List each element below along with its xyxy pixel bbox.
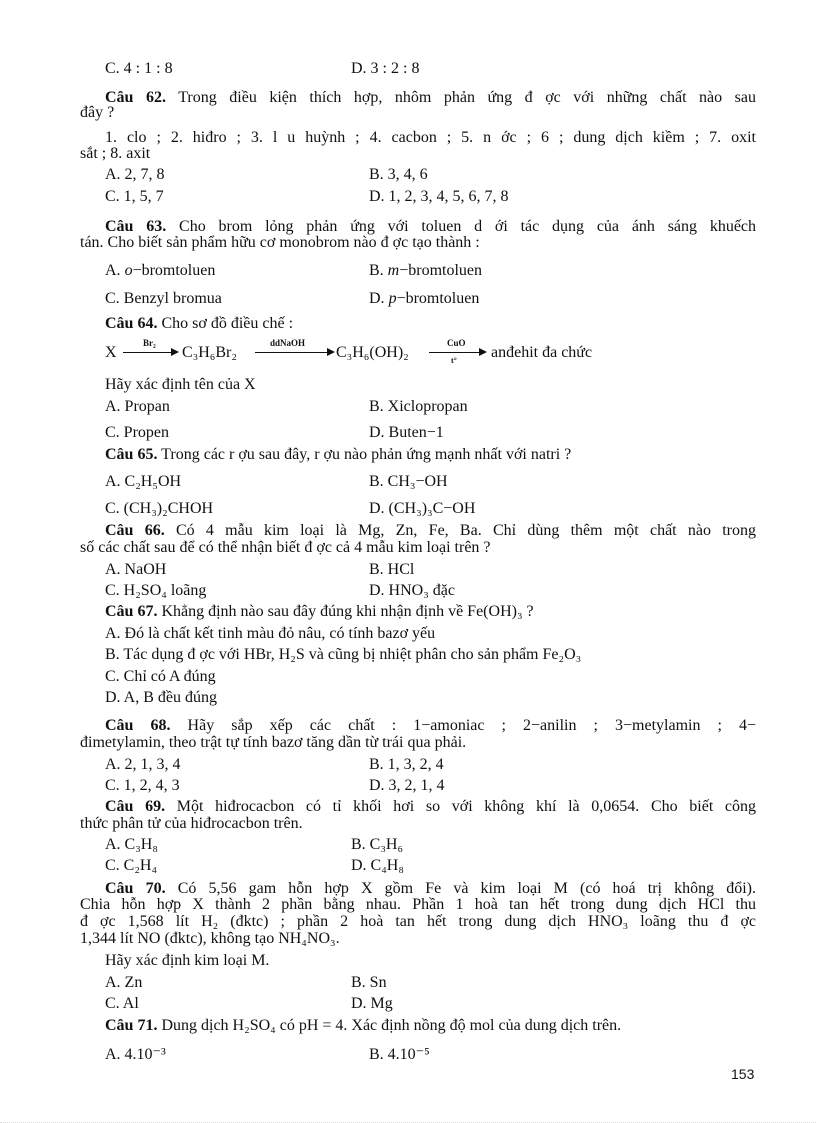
question-number: Câu 71. [105, 1017, 158, 1034]
question-stem [80, 218, 756, 235]
reaction-arrow [429, 338, 487, 368]
question-list: 1. clo ; 2. hiđro ; 3. l u huỳnh ; 4. cacbon ; 5. n ớc ; 6 ; dung dịch kiềm ; 7. oxit [105, 129, 756, 146]
option-c: C. C₂H₄ [105, 857, 158, 874]
option-c: C. H₂SO₄ loãng [105, 582, 207, 599]
question-text-line: đimetylamin, theo trật tự tính bazơ tăng dần từ trái qua phải. [80, 734, 467, 751]
question-text-line: đây ? [80, 104, 115, 121]
question-stem [105, 1017, 621, 1035]
option-b: B. Xiclopropan [369, 398, 468, 415]
question-text-line: đ ợc 1,568 lít H₂ (đktc) ; phần 2 hoà tan hết trong dung dịch HNO₃ loãng thu đ ợc [80, 913, 756, 930]
question-number: Câu 66. [105, 522, 165, 539]
question-number: Câu 64. [105, 315, 158, 332]
option-a: A. 2, 7, 8 [105, 166, 165, 183]
question-text: Trong các r ợu sau đây, r ợu nào phản ứng mạnh nhất với natri ? [161, 446, 572, 463]
option-d: D. HNO₃ đặc [369, 582, 455, 599]
option-d: D. 3, 2, 1, 4 [369, 777, 445, 794]
question-text: Có 5,56 gam hỗn hợp X gồm Fe và kim loại M (có hoá trị không đổi). [177, 880, 757, 897]
reaction-arrow [255, 338, 335, 368]
question-stem [80, 798, 756, 815]
question-prompt: Hãy xác định tên của X [105, 376, 256, 393]
question-text-line: Chia hỗn hợp X thành 2 phần bằng nhau. Phần 1 hoà tan hết trong dung dịch HCl thu [80, 896, 756, 913]
question-stem [80, 880, 756, 897]
option-c: C. 1, 2, 4, 3 [105, 777, 180, 794]
question-text: Trong điều kiện thích hợp, nhôm phản ứng đ ợc với những chất nào sau [178, 89, 757, 106]
question-text: Dung dịch H₂SO₄ có pH = 4. Xác định nồng độ mol của dung dịch trên. [161, 1017, 622, 1034]
option-c: C. Al [105, 995, 139, 1012]
option-b: B. CH₃−OH [369, 473, 448, 490]
question-stem [80, 522, 756, 539]
question-number: Câu 63. [105, 218, 167, 235]
option-a: A. o−bromtoluen [105, 262, 216, 279]
option-c: C. 1, 5, 7 [105, 188, 164, 205]
option-d: D. Mg [351, 995, 393, 1012]
option-d: D. 3 : 2 : 8 [351, 60, 420, 77]
question-text-line: tán. Cho biết sản phẩm hữu cơ monobrom nào đ ợc tạo thành : [80, 234, 480, 251]
option-b: B. 3, 4, 6 [369, 166, 428, 183]
option-a: A. 4.10⁻³ [105, 1046, 166, 1063]
option-c: C. Benzyl bromua [105, 290, 222, 307]
arrow-label: Br₂ [143, 338, 156, 348]
question-number: Câu 62. [105, 89, 166, 106]
option-b: B. C₃H₆ [351, 836, 404, 853]
question-text: Cho sơ đồ điều chế : [161, 315, 294, 332]
question-prompt: Hãy xác định kim loại M. [105, 952, 270, 969]
option-a: A. Zn [105, 974, 143, 991]
option-a: A. NaOH [105, 561, 167, 578]
option-c: C. 4 : 1 : 8 [105, 60, 173, 77]
question-text-line: thức phân tử của hiđrocacbon trên. [80, 815, 303, 832]
option-c: C. (CH₃)₂CHOH [105, 500, 214, 517]
option-b: B. 1, 3, 2, 4 [369, 756, 444, 773]
option-d: D. Buten−1 [369, 424, 444, 441]
option-b: B. 4.10⁻⁵ [369, 1046, 430, 1063]
product: anđehit đa chức [491, 344, 593, 361]
option-a: A. C₂H₅OH [105, 473, 182, 490]
reactant-x: X [105, 344, 117, 361]
question-number: Câu 70. [105, 880, 166, 897]
option-c: C. Propen [105, 424, 169, 441]
arrow-label: ddNaOH [270, 338, 306, 348]
question-text-line: số các chất sau để có thể nhận biết đ ợc cả 4 mẫu kim loại trên ? [80, 539, 491, 556]
page-number: 153 [731, 1066, 755, 1082]
reaction-scheme [105, 338, 725, 368]
option-d: D. C₄H₈ [351, 857, 404, 874]
option-a: A. Đó là chất kết tinh màu đỏ nâu, có tính bazơ yếu [105, 625, 436, 642]
question-stem [80, 717, 756, 734]
question-stem [105, 315, 293, 333]
option-b: B. Sn [351, 974, 387, 991]
arrow-label: CuO [447, 338, 466, 348]
reaction-arrow [123, 338, 179, 368]
question-text-line: 1,344 lít NO (đktc), không tạo NH₄NO₃. [80, 930, 340, 947]
question-text: Cho brom lỏng phản ứng với toluen d ới tác dụng của ánh sáng khuếch [179, 218, 757, 235]
arrow-label-below: t° [451, 356, 457, 365]
question-number: Câu 67. [105, 603, 158, 620]
question-number: Câu 65. [105, 446, 158, 463]
option-a: A. 2, 1, 3, 4 [105, 756, 181, 773]
question-list-line: sắt ; 8. axit [80, 145, 151, 162]
question-number: Câu 69. [105, 798, 166, 815]
question-stem [105, 603, 534, 621]
option-c: C. Chỉ có A đúng [105, 668, 216, 685]
option-d: D. p−bromtoluen [369, 290, 480, 307]
question-text: Khẳng định nào sau đây đúng khi nhận định về Fe(OH)₃ ? [161, 603, 534, 620]
question-text: Có 4 mẫu kim loại là Mg, Zn, Fe, Ba. Chỉ dùng thêm một chất nào trong [175, 522, 757, 539]
intermediate-1: C₃H₆Br₂ [182, 344, 237, 361]
question-text: Một hiđrocacbon có tỉ khối hơi so với không khí là 0,0654. Cho biết công [176, 798, 757, 815]
option-d: D. A, B đều đúng [105, 689, 217, 706]
question-stem [105, 446, 571, 464]
question-text: Hãy sắp xếp các chất : 1−amoniac ; 2−anilin ; 3−metylamin ; 4− [187, 717, 757, 734]
option-b: B. HCl [369, 561, 415, 578]
option-d: D. 1, 2, 3, 4, 5, 6, 7, 8 [369, 188, 509, 205]
option-b: B. m−bromtoluen [369, 262, 483, 279]
option-a: A. Propan [105, 398, 170, 415]
option-a: A. C₃H₈ [105, 836, 158, 853]
intermediate-2: C₃H₆(OH)₂ [336, 344, 409, 361]
option-d: D. (CH₃)₃C−OH [369, 500, 476, 517]
option-b: B. Tác dụng đ ợc với HBr, H₂S và cũng bị nhiệt phân cho sản phẩm Fe₂O₃ [105, 646, 582, 663]
question-number: Câu 68. [105, 717, 171, 734]
